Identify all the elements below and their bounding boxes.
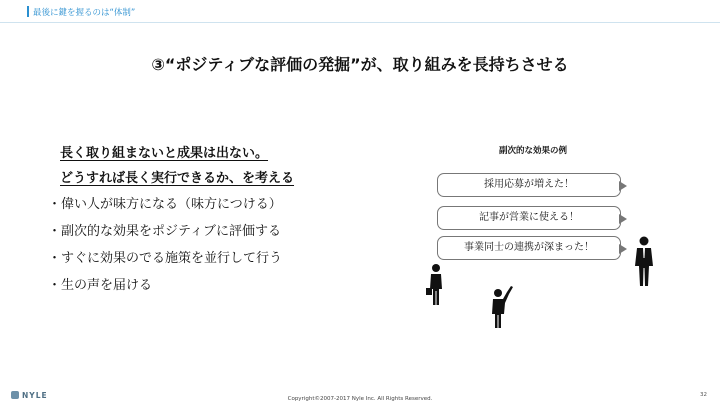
- speech-bubble-tail: [619, 244, 627, 254]
- speech-bubble-tail: [619, 181, 627, 191]
- speech-bubble-3: 事業同士の連携が深まった！: [437, 236, 621, 260]
- standing-businessman-icon: [632, 236, 656, 288]
- company-logo: NYLE: [11, 391, 48, 400]
- slide-title: ③“ポジティブな評価の発掘”が、取り組みを長持ちさせる: [151, 55, 569, 74]
- slide-header: [0, 0, 720, 23]
- businessman-briefcase-icon: [426, 263, 448, 307]
- speech-bubble-2: 記事が営業に使える！: [437, 206, 621, 230]
- bullet-item: ・生の声を届ける: [48, 278, 153, 293]
- examples-title: 副次的な効果の例: [498, 146, 567, 156]
- speech-bubble-1: 採用応募が増えた！: [437, 173, 621, 197]
- bullet-item: ・偉い人が味方になる（味方につける）: [48, 197, 282, 212]
- main-content: [48, 141, 368, 299]
- bullet-item: ・すぐに効果のでる施策を並行して行う: [48, 251, 283, 266]
- copyright-text: Copyright©2007-2017 Nyle Inc. All Rights Reserved.: [287, 396, 433, 402]
- section-label: 最後に鍵を握るのは“体制”: [33, 8, 136, 18]
- bullet-item: ・副次的な効果をポジティブに評価する: [48, 224, 281, 239]
- person-raising-hand-icon: [489, 284, 515, 330]
- header-accent-bar: [27, 6, 29, 17]
- heading-1: 長く取り組まないと成果は出ない。: [60, 146, 269, 161]
- heading-2: どうすれば長く実行できるか、を考える: [60, 171, 295, 186]
- page-number: 32: [700, 392, 707, 398]
- speech-bubble-tail: [619, 214, 627, 224]
